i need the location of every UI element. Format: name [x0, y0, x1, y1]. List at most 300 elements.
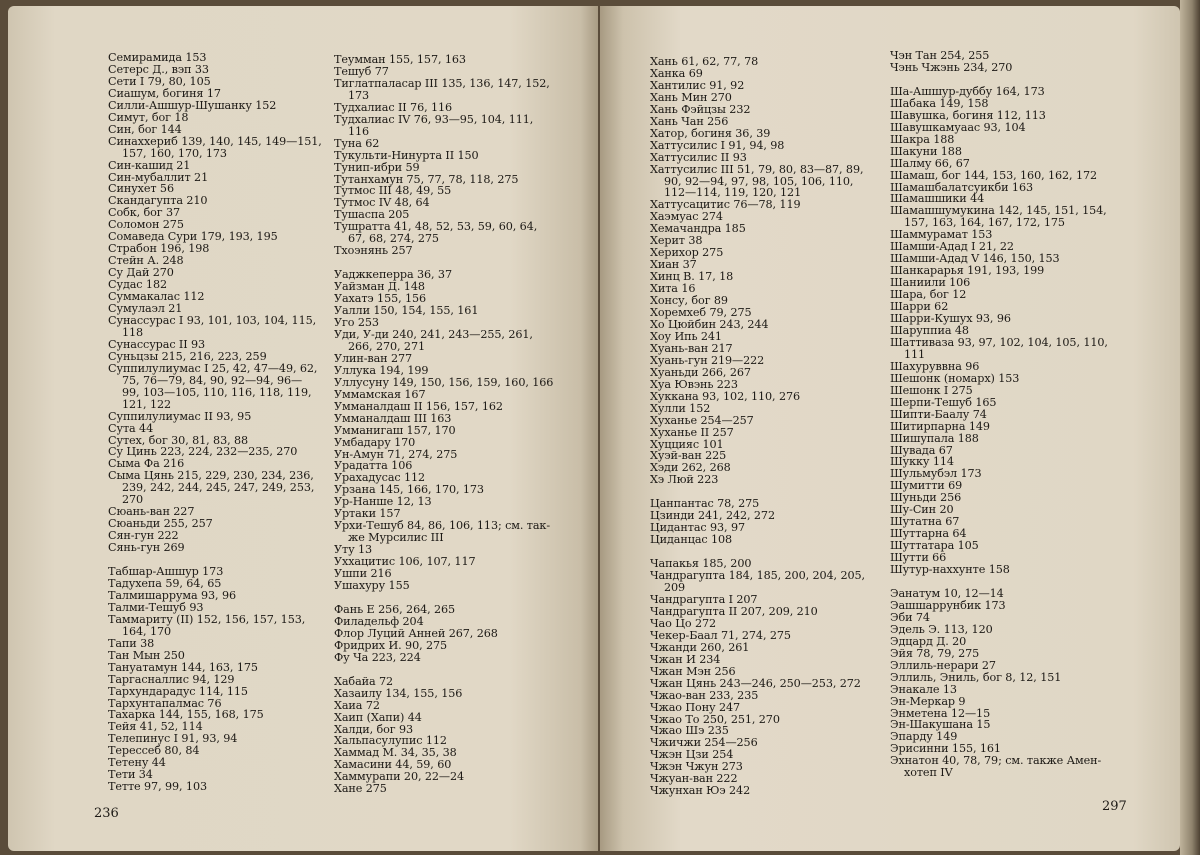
index-entry-line: Хаэмуас 274 [650, 210, 723, 224]
index-entry [334, 652, 553, 664]
index-entry [890, 337, 1108, 361]
index-entry-continuation: 118 [122, 325, 144, 339]
index-entry [108, 112, 322, 124]
index-entry-line: Тадухепа 59, 64, 65 [108, 576, 222, 590]
index-entry [334, 700, 553, 712]
index-entry-line: Хо Цюйбин 243, 244 [650, 317, 769, 331]
index-entry-line: Теумман 155, 157, 163 [334, 53, 466, 66]
index-entry [334, 628, 553, 640]
index-entry [890, 684, 1108, 696]
index-entry-line: Сетерс Д., вэп 33 [108, 62, 209, 76]
index-entry-line: Хатор, богиня 36, 39 [650, 126, 771, 140]
index-entry-continuation: 75, 76—79, 84, 90, 92—94, 96— [122, 373, 303, 387]
index-entry-line: Хаттусилис I 91, 94, 98 [650, 138, 785, 152]
index-entry [334, 114, 553, 138]
index-entry-line: Тутанхамун 75, 77, 78, 118, 275 [334, 172, 519, 186]
index-entry [650, 104, 865, 116]
index-entry [890, 660, 1108, 672]
index-entry [650, 785, 865, 797]
index-entry-line: Шешонк (номарх) 153 [890, 371, 1020, 385]
index-entry-line: Хань Чан 256 [650, 114, 729, 128]
index-entry-line: Хиан 37 [650, 258, 697, 272]
index-entry-line: Чандрагупта 184, 185, 200, 204, 205, [650, 569, 865, 583]
index-entry-line: Шутти 66 [890, 551, 947, 565]
index-entry-line: Фань Е 256, 264, 265 [334, 602, 456, 616]
index-entry-line: Хоремхеб 79, 275 [650, 306, 752, 320]
index-entry [650, 355, 865, 367]
index-entry-line: Шамши-Адад I 21, 22 [890, 240, 1014, 254]
index-entry-line: Хаттусацитис 76—78, 119 [650, 198, 801, 212]
index-entry-line: Шишупала 188 [890, 431, 979, 445]
index-entry-line: Тетену 44 [108, 756, 166, 770]
index-entry-line: Тапи 38 [108, 636, 155, 650]
index-entry-line: Синаххериб 139, 140, 145, 149—151, [108, 134, 322, 148]
index-entry [890, 696, 1108, 708]
index-entry-line: Хемачандра 185 [650, 222, 746, 236]
index-entry-line: Сунассурас I 93, 101, 103, 104, 115, [108, 313, 317, 327]
index-entry-line: Ханка 69 [650, 66, 703, 80]
index-entry-line: Сута 44 [108, 421, 154, 435]
index-entry-line: Халди, бог 93 [334, 722, 414, 736]
index-entry-line: Шипти-Баалу 74 [890, 407, 987, 421]
index-entry-line: Тешуб 77 [334, 64, 389, 78]
index-entry-continuation: же Мурсилис III [348, 531, 444, 545]
index-entry-line: Скандагупта 210 [108, 194, 208, 208]
index-entry-line: Хэ Люй 223 [650, 473, 719, 487]
page-edges [1180, 0, 1200, 855]
index-entry [650, 630, 865, 642]
index-entry [334, 162, 553, 174]
index-entry-line: Шамаш, бог 144, 153, 160, 162, 172 [890, 168, 1098, 182]
index-entry-line: Умманигаш 157, 170 [334, 423, 456, 437]
index-entry-line: Уртаки 157 [334, 507, 401, 521]
index-entry [108, 363, 322, 411]
index-entry-line: Стейн А. 248 [108, 254, 184, 268]
index-entry-line: Чжичжи 254—256 [650, 736, 758, 750]
index-entry [108, 662, 322, 674]
index-entry [650, 642, 865, 654]
index-entry-line: Хулли 152 [650, 401, 711, 415]
index-entry [108, 686, 322, 698]
index-entry-line: Тушратта 41, 48, 52, 53, 59, 60, 64, [334, 220, 538, 234]
page-number-right: 297 [1102, 799, 1127, 814]
index-entry-line: Чэнь Чжэнь 234, 270 [890, 60, 1013, 74]
index-entry-line: Тети 34 [108, 768, 153, 782]
index-entry-line: Шакуни 188 [890, 144, 962, 158]
index-entry-line: Хаммурапи 20, 22—24 [334, 770, 465, 784]
index-entry [650, 164, 865, 200]
index-entry-line: Сыма Фа 216 [108, 457, 185, 471]
index-entry-line: Тейя 41, 52, 114 [108, 720, 203, 734]
index-entry-line: Филадельф 204 [334, 614, 424, 628]
index-entry-line: Хонсу, бог 89 [650, 294, 728, 308]
index-entry [334, 365, 553, 377]
index-entry [334, 102, 553, 114]
index-entry [650, 391, 865, 403]
index-entry-line: Тануатамун 144, 163, 175 [108, 660, 258, 674]
index-entry [650, 690, 865, 702]
index-entry [890, 421, 1108, 433]
index-entry-line: Чжунхан Юэ 242 [650, 784, 751, 798]
index-entry [890, 62, 1108, 74]
index-entry [108, 542, 322, 554]
index-entry [334, 712, 553, 724]
index-entry-line: Сумулаэл 21 [108, 302, 183, 316]
index-entry-line: Уммамская 167 [334, 387, 426, 401]
index-entry [108, 650, 322, 662]
index-entry-line: Хуханье 254—257 [650, 413, 754, 427]
index-entry-line: Суньцзы 215, 216, 223, 259 [108, 349, 267, 363]
index-entry [650, 474, 865, 486]
index-entry-line: Шамши-Адад V 146, 150, 153 [890, 252, 1060, 266]
index-entry-line: Умманалдаш II 156, 157, 162 [334, 399, 503, 413]
index-entry-line: Тетте 97, 99, 103 [108, 780, 207, 794]
index-entry-line: Симут, бог 18 [108, 110, 189, 124]
index-entry-line: Хуханье II 257 [650, 425, 734, 439]
index-entry [650, 570, 865, 594]
index-entry-line: Тхоэнянь 257 [334, 244, 413, 258]
index-entry-line: Хантилис 91, 92 [650, 78, 745, 92]
index-entry-continuation: 173 [348, 88, 370, 102]
index-entry-line: Эрисинни 155, 161 [890, 742, 1001, 756]
index-entry [650, 666, 865, 678]
index-entry-line: Эдель Э. 113, 120 [890, 622, 993, 636]
index-entry-line: Суммакалас 112 [108, 290, 205, 304]
index-entry-line: Уаджкеперра 36, 37 [334, 268, 452, 282]
index-entry-line: Эн-Шакушана 15 [890, 718, 991, 732]
index-entry-line: Шамашшики 44 [890, 192, 985, 206]
index-entry-line: Эанатум 10, 12—14 [890, 586, 1004, 600]
index-entry [650, 702, 865, 714]
index-entry-line: Ушахуру 155 [334, 578, 410, 592]
index-entry-line: Чжанди 260, 261 [650, 640, 750, 654]
index-entry-line: Чжэн Чжун 273 [650, 760, 743, 774]
index-entry-line: Эхнатон 40, 78, 79; см. также Амен- [890, 754, 1102, 768]
index-entry-line: Уалли 150, 154, 155, 161 [334, 304, 479, 318]
index-entry [334, 580, 553, 592]
index-entry-line: Шешонк I 275 [890, 383, 973, 397]
index-entry-line: Хане 275 [334, 782, 387, 796]
index-entry-line: Шамашбалатсуикби 163 [890, 180, 1033, 194]
index-entry-line: Тутмос IV 48, 64 [334, 196, 430, 210]
index-entry [650, 654, 865, 666]
index-entry-line: Тиглатпаласар III 135, 136, 147, 152, [334, 76, 550, 90]
index-entry-line: Сян-гун 222 [108, 529, 179, 543]
index-entry [334, 245, 553, 257]
index-entry-line: Сутех, бог 30, 81, 83, 88 [108, 433, 249, 447]
index-entry [334, 221, 553, 245]
index-entry [334, 688, 553, 700]
index-entry [890, 361, 1108, 373]
index-entry-line: Умманалдаш III 163 [334, 411, 452, 425]
index-entry-line: Циданцас 108 [650, 533, 733, 547]
index-entry-line: Фридрих И. 90, 275 [334, 638, 448, 652]
index-entry-line: Тушаспа 205 [334, 208, 410, 222]
index-entry [108, 674, 322, 686]
index-entry-line: Хаип (Хапи) 44 [334, 710, 422, 724]
index-entry-line: Урахадусас 112 [334, 471, 426, 485]
index-entry-continuation: 112—114, 119, 120, 121 [664, 186, 802, 200]
section-gap [334, 664, 553, 676]
index-entry-line: Хаттусилис II 93 [650, 150, 747, 164]
index-entry-line: Шуттатара 105 [890, 539, 979, 553]
index-entry [334, 329, 553, 353]
index-entry [108, 423, 322, 435]
index-entry-line: Цидантас 93, 97 [650, 521, 745, 535]
index-entry [334, 425, 553, 437]
index-entry-line: Чжао Пону 247 [650, 700, 741, 714]
index-entry-line: Шара, бог 12 [890, 288, 967, 302]
index-entry-line: Эллиль, Эниль, бог 8, 12, 151 [890, 670, 1062, 684]
index-entry [890, 373, 1108, 385]
index-entry-line: Тунип-ибри 59 [334, 160, 420, 174]
index-entry-line: Эллиль-нерари 27 [890, 658, 996, 672]
index-entry-line: Тукульти-Нинурта II 150 [334, 148, 479, 162]
index-entry-line: Хаттусилис III 51, 79, 80, 83—87, 89, [650, 162, 864, 176]
index-entry-line: Шутатна 67 [890, 515, 960, 529]
index-entry [890, 672, 1108, 684]
index-entry [890, 397, 1108, 409]
index-entry-line: Шаниили 106 [890, 276, 971, 290]
index-entry-line: Хуань-гун 219—222 [650, 353, 765, 367]
index-entry [650, 534, 865, 546]
index-entry-line: Уди, У-ди 240, 241, 243—255, 261, [334, 327, 533, 341]
index-entry-line: Шаруппиа 48 [890, 323, 969, 337]
index-entry [108, 100, 322, 112]
index-entry-line: Улин-ван 277 [334, 351, 413, 365]
index-entry-line: Чжао Шэ 235 [650, 724, 729, 738]
index-entry-line: Шу-Син 20 [890, 503, 954, 517]
index-entry-line: Талми-Тешуб 93 [108, 600, 204, 614]
index-entry-continuation: 209 [664, 581, 686, 595]
index-entry-line: Флор Луций Анней 267, 268 [334, 626, 498, 640]
index-entry-line: Хуаньди 266, 267 [650, 365, 751, 379]
index-entry [334, 78, 553, 102]
index-entry-line: Терессеб 80, 84 [108, 744, 200, 758]
index-entry-line: Сунассурас II 93 [108, 337, 206, 351]
index-entry [108, 638, 322, 650]
right-column-2 [890, 50, 1108, 779]
index-entry-continuation: 157, 163, 164, 167, 172, 175 [904, 216, 1065, 230]
index-entry-line: Шамашшумукина 142, 145, 151, 154, [890, 204, 1107, 218]
index-entry-line: Цзинди 241, 242, 272 [650, 509, 775, 523]
index-entry-continuation: 111 [904, 347, 926, 361]
index-entry-line: Чжуан-ван 222 [650, 772, 738, 786]
index-entry-line: Тан Мын 250 [108, 648, 185, 662]
index-entry [890, 205, 1108, 229]
index-entry [890, 385, 1108, 397]
index-entry [890, 409, 1108, 421]
index-entry [890, 158, 1108, 170]
index-entry-line: Шульмубэл 173 [890, 467, 982, 481]
index-entry-continuation: 90, 92—94, 97, 98, 105, 106, 110, [664, 174, 854, 188]
index-entry-line: Таммариту (II) 152, 156, 157, 153, [108, 612, 306, 626]
index-entry-line: Хань 61, 62, 77, 78 [650, 55, 759, 68]
index-entry-line: Эашшаррунбик 173 [890, 598, 1006, 612]
index-entry-line: Хуккана 93, 102, 110, 276 [650, 389, 801, 403]
index-entry-line: Уту 13 [334, 543, 373, 557]
index-entry [890, 648, 1108, 660]
index-entry [890, 146, 1108, 158]
index-entry-line: Чжан Мэн 256 [650, 664, 736, 678]
index-entry-line: Эйя 78, 79, 275 [890, 646, 980, 660]
left-column-1 [108, 52, 322, 793]
index-entry-line: Шерпи-Тешуб 165 [890, 395, 997, 409]
index-entry-line: Хаммад М. 34, 35, 38 [334, 746, 457, 760]
index-entry-line: Хуэй-ван 225 [650, 449, 727, 463]
index-entry-line: Эн-Меркар 9 [890, 694, 966, 708]
index-entry-line: Хинц В. 17, 18 [650, 270, 734, 284]
index-entry [334, 520, 553, 544]
index-entry-continuation: 270 [122, 493, 144, 507]
right-page [600, 6, 1180, 851]
index-entry-line: Цанпантас 78, 275 [650, 497, 760, 511]
index-entry-line: Шанкарарья 191, 193, 199 [890, 264, 1045, 278]
index-entry-line: Шаммурамат 153 [890, 228, 993, 242]
index-entry-line: Сыма Цянь 215, 229, 230, 234, 236, [108, 469, 314, 483]
index-entry [108, 781, 322, 793]
index-entry [890, 170, 1108, 182]
index-entry-line: Хуццияс 101 [650, 437, 724, 451]
index-entry-line: Чэн Тан 254, 255 [890, 49, 990, 62]
index-entry-line: Суппилулиумас I 25, 42, 47—49, 62, [108, 361, 318, 375]
index-entry-line: Херихор 275 [650, 246, 724, 260]
index-entry-line: Уахатэ 155, 156 [334, 292, 427, 306]
index-entry-line: Ур-Нанше 12, 13 [334, 495, 432, 509]
index-entry [334, 676, 553, 688]
index-entry-line: Шумитти 69 [890, 479, 963, 493]
index-entry-line: Хуа Ювэнь 223 [650, 377, 738, 391]
index-entry-line: Хальпасулупис 112 [334, 734, 447, 748]
index-entry-line: Энметена 12—15 [890, 706, 991, 720]
index-entry-line: Уллука 194, 199 [334, 363, 429, 377]
index-entry-line: Тархунтапалмас 76 [108, 696, 222, 710]
index-entry-line: Син-кашид 21 [108, 158, 191, 172]
index-entry-line: Эпарду 149 [890, 730, 958, 744]
index-entry-line: Сюань-ван 227 [108, 505, 195, 519]
index-entry-line: Тутмос III 48, 49, 55 [334, 184, 452, 198]
index-entry-line: Шалму 66, 67 [890, 156, 970, 170]
index-entry-line: Синухет 56 [108, 182, 174, 196]
index-entry-continuation: 157, 160, 170, 173 [122, 146, 227, 160]
index-entry-line: Шукку 114 [890, 455, 954, 469]
index-entry [650, 427, 865, 439]
index-entry [890, 134, 1108, 146]
index-entry-line: Страбон 196, 198 [108, 242, 210, 256]
index-entry-line: Чапакья 185, 200 [650, 557, 752, 571]
index-entry [650, 140, 865, 152]
index-entry-line: Табшар-Ашшур 173 [108, 565, 224, 579]
index-entry-line: Шарри 62 [890, 300, 949, 314]
index-entry-line: Тахарка 144, 155, 168, 175 [108, 708, 264, 722]
index-entry [334, 413, 553, 425]
index-entry-line: Энакале 13 [890, 682, 957, 696]
index-entry-continuation: хотеп IV [904, 766, 953, 780]
index-entry-line: Сиашум, богиня 17 [108, 86, 221, 100]
index-entry-line: Сюаньди 255, 257 [108, 517, 213, 531]
index-entry-line: Чао Цо 272 [650, 616, 717, 630]
index-entry-line: Урадатта 106 [334, 459, 413, 473]
index-entry-line: Телепинус I 91, 93, 94 [108, 732, 238, 746]
index-entry-line: Судас 182 [108, 278, 167, 292]
index-entry-line: Хань Мин 270 [650, 90, 732, 104]
index-entry [108, 160, 322, 172]
index-entry-line: Ушпи 216 [334, 567, 392, 581]
index-entry-line: Собк, бог 37 [108, 206, 181, 220]
index-entry [650, 379, 865, 391]
index-entry-line: Уллусуну 149, 150, 156, 159, 160, 166 [334, 375, 554, 389]
index-entry [650, 116, 865, 128]
index-entry-line: Шитирпарна 149 [890, 419, 990, 433]
index-entry-line: Уайзман Д. 148 [334, 280, 425, 294]
index-entry-line: Шакра 188 [890, 132, 955, 146]
index-entry-line: Талмишаррума 93, 96 [108, 588, 236, 602]
index-entry-line: Хаиа 72 [334, 698, 380, 712]
index-entry-line: Чандрагупта I 207 [650, 592, 758, 606]
index-entry-line: Шуттарна 64 [890, 527, 967, 541]
index-entry-line: Шутур-нахxунте 158 [890, 563, 1010, 577]
index-entry-line: Шахуруввна 96 [890, 359, 980, 373]
index-entry [890, 110, 1108, 122]
index-entry-line: Сомаведа Сури 179, 193, 195 [108, 230, 278, 244]
index-entry-line: Чжао То 250, 251, 270 [650, 712, 780, 726]
index-entry-line: Таргасналлис 94, 129 [108, 672, 235, 686]
index-entry-line: Шабака 149, 158 [890, 96, 989, 110]
page-number-left: 236 [94, 806, 119, 821]
left-column-2 [334, 54, 553, 795]
index-entry-line: Сети I 79, 80, 105 [108, 74, 211, 88]
index-entry-line: Шавушкамуаас 93, 104 [890, 120, 1026, 134]
index-entry-line: Шавушка, богиня 112, 113 [890, 108, 1046, 122]
index-entry-line: Хань Фэйцзы 232 [650, 102, 751, 116]
index-entry-line: Шаттиваза 93, 97, 102, 104, 105, 110, [890, 335, 1108, 349]
index-entry-line: Хамасини 44, 59, 60 [334, 758, 452, 772]
index-entry-line: Соломон 275 [108, 218, 184, 232]
index-entry-line: Умбадару 170 [334, 435, 416, 449]
index-entry-line: Шувада 67 [890, 443, 953, 457]
index-entry-line: Су Цинь 223, 224, 232—235, 270 [108, 445, 298, 459]
index-entry-line: Син, бог 144 [108, 122, 182, 136]
index-entry [108, 470, 322, 506]
index-entry-continuation: 164, 170 [122, 624, 172, 638]
index-entry-line: Чжан Цянь 243—246, 250—253, 272 [650, 676, 861, 690]
index-entry-line: Урзана 145, 166, 170, 173 [334, 483, 484, 497]
index-entry-line: Су Дай 270 [108, 266, 174, 280]
right-column-1 [650, 56, 865, 797]
index-entry [650, 415, 865, 427]
index-entry [334, 150, 553, 162]
index-entry-line: Уго 253 [334, 316, 379, 330]
index-entry-line: Хита 16 [650, 282, 696, 296]
index-entry [890, 433, 1108, 445]
index-entry [650, 403, 865, 415]
index-entry-line: Тархундарадус 114, 115 [108, 684, 248, 698]
index-entry [108, 124, 322, 136]
index-entry-line: Чжан И 234 [650, 652, 721, 666]
index-entry-continuation: 116 [348, 124, 370, 138]
index-entry-line: Чекер-Баал 71, 274, 275 [650, 628, 791, 642]
index-entry-line: Туна 62 [334, 136, 380, 150]
index-entry [890, 564, 1108, 576]
index-entry [650, 367, 865, 379]
index-entry [650, 678, 865, 690]
index-entry-line: Семирамида 153 [108, 51, 207, 64]
index-entry-line: Эдцард Д. 20 [890, 634, 967, 648]
index-entry-line: Син-мубаллит 21 [108, 170, 209, 184]
index-entry-line: Хэди 262, 268 [650, 461, 731, 475]
index-entry [650, 128, 865, 140]
index-entry [890, 636, 1108, 648]
